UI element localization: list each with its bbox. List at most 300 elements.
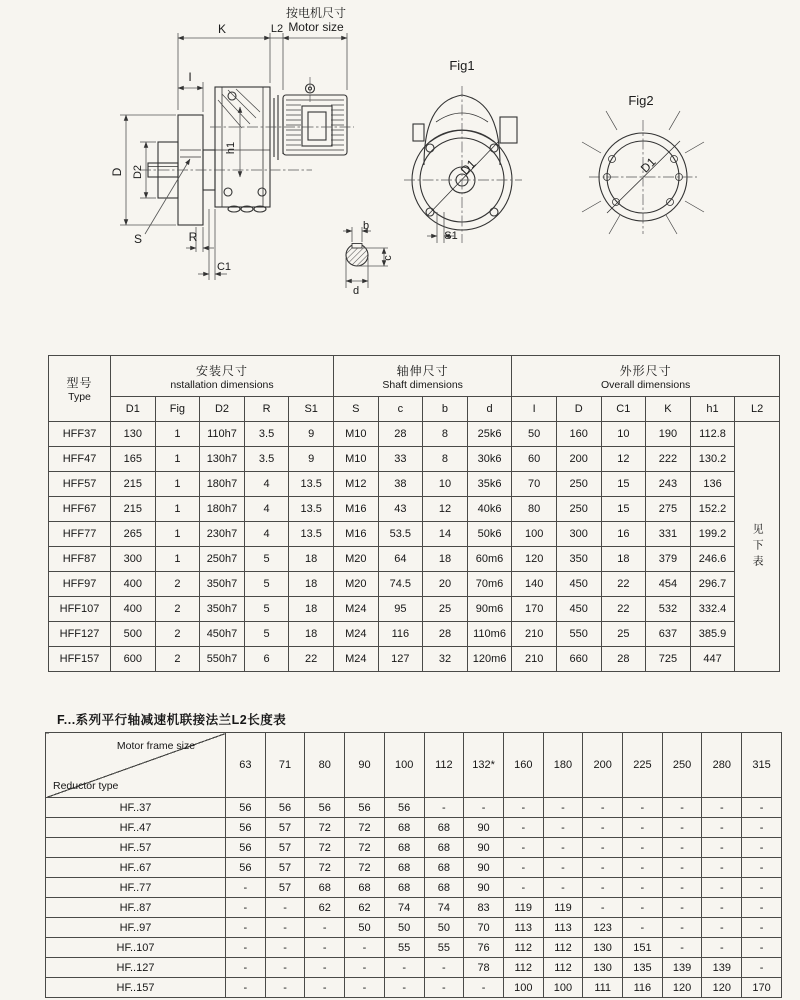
table-cell: M24 [333,597,378,622]
table-cell: 5 [244,547,289,572]
table-cell: 113 [543,918,583,938]
table-cell: 135 [623,958,663,978]
table-cell: 120m6 [467,647,512,672]
table-cell: - [702,818,742,838]
corner-top-label: Motor frame size [116,740,196,752]
table-cell: 35k6 [467,472,512,497]
side-view-drawing [140,77,354,225]
table-cell: 15 [601,472,646,497]
table-cell: 50 [424,918,464,938]
table-cell: - [583,838,623,858]
reductor-type-label: HF..157 [46,978,226,998]
table-cell: 62 [305,898,345,918]
table-cell: - [424,978,464,998]
table-cell: 5 [244,597,289,622]
table-cell: 74 [424,898,464,918]
table-cell: 72 [345,818,385,838]
table-cell: 43 [378,497,423,522]
table-cell: 90m6 [467,597,512,622]
table-cell: 68 [424,878,464,898]
main-table-row [49,472,780,497]
flange-table-row [46,838,782,858]
column-header-D1: D1 [111,397,156,422]
table-cell: 32 [423,647,468,672]
overall-dimensions-header [512,356,780,397]
table-cell: 210 [512,647,557,672]
table-cell: 130 [583,938,623,958]
overall-header-en: Overall dimensions [601,378,691,391]
table-cell: 2 [155,597,200,622]
table-cell: 57 [265,878,305,898]
table-cell: 550h7 [200,647,245,672]
table-cell: 139 [702,958,742,978]
table-cell: 72 [345,838,385,858]
table-cell: 130 [111,422,156,447]
table-cell: 70m6 [467,572,512,597]
table-cell: 38 [378,472,423,497]
table-cell: 379 [646,547,691,572]
table-cell: 10 [423,472,468,497]
flange-table-body [46,798,782,998]
flange-table-row [46,898,782,918]
table-cell: 100 [503,978,543,998]
table-cell: 100 [543,978,583,998]
table-cell: 550 [556,622,601,647]
table-cell: 180h7 [200,472,245,497]
table-cell: 68 [384,858,424,878]
dimensions-table [48,355,780,672]
table-cell: 56 [226,858,266,878]
table-cell: - [742,958,782,978]
table-cell: 350h7 [200,572,245,597]
table-cell: 70 [512,472,557,497]
table-cell: 55 [384,938,424,958]
table-cell: 119 [503,898,543,918]
table-cell: 68 [424,818,464,838]
table-cell: 2 [155,622,200,647]
table-cell: 112 [503,958,543,978]
table-cell: 74 [384,898,424,918]
table-cell: 90 [464,818,504,838]
type-header-cn: 型号 [66,376,93,390]
table-cell: - [623,798,663,818]
table-cell: 70 [464,918,504,938]
table-cell: - [384,978,424,998]
table-cell: - [543,798,583,818]
fig2-d1-label: D1 [637,154,659,176]
table-cell: 90 [464,838,504,858]
table-cell: 300 [111,547,156,572]
table-cell: - [583,858,623,878]
flange-table-row [46,798,782,818]
table-cell: - [623,918,663,938]
table-cell: 22 [601,572,646,597]
table-cell: - [662,938,702,958]
table-cell: 180h7 [200,497,245,522]
table-cell: - [662,918,702,938]
table-cell: 12 [601,447,646,472]
table-cell: 2 [155,572,200,597]
table-cell: 25 [423,597,468,622]
table-cell: 4 [244,497,289,522]
table-cell: - [226,898,266,918]
table-cell: 72 [305,858,345,878]
frame-size-header-200: 200 [583,733,623,798]
table-cell: 450 [556,597,601,622]
table-cell: 127 [378,647,423,672]
table-cell: - [543,838,583,858]
table-cell: 53.5 [378,522,423,547]
row-type-label: HFF77 [49,522,111,547]
table-cell: 130 [583,958,623,978]
table-cell: 68 [345,878,385,898]
reductor-type-label: HF..37 [46,798,226,818]
frame-size-header-100: 100 [384,733,424,798]
fig1-label: Fig1 [449,58,475,73]
table-cell: M24 [333,647,378,672]
table-cell: 9 [289,447,334,472]
table-cell: - [742,938,782,958]
table-cell: 120 [512,547,557,572]
installation-dimensions-header [111,356,334,397]
fig1-s1-label: S1 [444,230,458,242]
table-cell: 6 [244,647,289,672]
main-table-row [49,497,780,522]
type-column-header [49,356,111,422]
table-cell: 18 [289,597,334,622]
table-cell: - [623,838,663,858]
flange-table-row [46,818,782,838]
table-cell: 447 [690,647,735,672]
table-cell: 57 [265,838,305,858]
table-cell: 4 [244,472,289,497]
motor-size-label-cn: 按电机尺寸 [285,6,347,20]
row-type-label: HFF87 [49,547,111,572]
table-cell: 8 [423,422,468,447]
table-cell: 50 [512,422,557,447]
table-cell: - [305,938,345,958]
dim-label-k: K [217,22,227,36]
table-cell: 170 [742,978,782,998]
flange-table-header [46,733,782,798]
table-cell: 160 [556,422,601,447]
table-cell: 90 [464,858,504,878]
table-cell: 56 [384,798,424,818]
main-table-row [49,597,780,622]
table-cell: 600 [111,647,156,672]
main-table-row [49,422,780,447]
installation-header-cn: 安装尺寸 [195,363,248,378]
table-cell: - [742,858,782,878]
column-header-h1: h1 [690,397,735,422]
table-cell: 28 [423,622,468,647]
table-cell: 725 [646,647,691,672]
reductor-type-label: HF..77 [46,878,226,898]
table-cell: 3.5 [244,422,289,447]
main-table-row [49,447,780,472]
table-cell: 68 [305,878,345,898]
table-cell: 28 [601,647,646,672]
table-cell: 243 [646,472,691,497]
dim-label-i: I [188,70,192,84]
table-cell: 215 [111,472,156,497]
table-cell: - [226,958,266,978]
table-cell: 18 [289,622,334,647]
table-cell: 78 [464,958,504,978]
dim-label-l2: L2 [270,23,284,35]
frame-size-header-280: 280 [702,733,742,798]
table-cell: 116 [623,978,663,998]
table-cell: 350 [556,547,601,572]
table-cell: 62 [345,898,385,918]
table-cell: 130h7 [200,447,245,472]
table-cell: - [543,878,583,898]
table-cell: - [583,878,623,898]
table-cell: 60 [512,447,557,472]
table-cell: - [623,818,663,838]
table-cell: 20 [423,572,468,597]
table-cell: - [424,798,464,818]
table-cell: - [543,818,583,838]
table-cell: 56 [265,798,305,818]
table-cell: - [742,878,782,898]
table-cell: 250 [556,472,601,497]
table-cell: 9 [289,422,334,447]
row-type-label: HFF107 [49,597,111,622]
dim-label-c: c [382,255,394,261]
table-cell: 123 [583,918,623,938]
dim-label-c1: C1 [216,261,232,273]
table-cell: - [226,978,266,998]
dim-label-d-small: d [352,285,360,297]
table-cell: 68 [424,858,464,878]
table-cell: 110m6 [467,622,512,647]
table-cell: - [742,838,782,858]
frame-size-header-180: 180 [543,733,583,798]
table-cell: 199.2 [690,522,735,547]
corner-bottom-label: Reductor type [53,780,119,792]
table-cell: 230h7 [200,522,245,547]
table-cell: 18 [289,572,334,597]
frame-size-header-250: 250 [662,733,702,798]
table-cell: 113 [503,918,543,938]
table-cell: 50k6 [467,522,512,547]
table-cell: 111 [583,978,623,998]
table-cell: 130.2 [690,447,735,472]
column-header-K: K [646,397,691,422]
table-cell: 532 [646,597,691,622]
table-cell: 300 [556,522,601,547]
table-cell: - [702,838,742,858]
table-cell: 170 [512,597,557,622]
table-cell: 95 [378,597,423,622]
column-header-Fig: Fig [155,397,200,422]
table-cell: 265 [111,522,156,547]
table-cell: - [226,938,266,958]
main-table-row [49,572,780,597]
row-type-label: HFF157 [49,647,111,672]
table-cell: 200 [556,447,601,472]
table-cell: 72 [305,818,345,838]
table-cell: - [464,978,504,998]
column-header-L2: L2 [735,397,780,422]
table-cell: 64 [378,547,423,572]
table-cell: - [583,818,623,838]
table-cell: 55 [424,938,464,958]
frame-size-header-80: 80 [305,733,345,798]
table-cell: 1 [155,547,200,572]
table-cell: - [503,858,543,878]
table-cell: 400 [111,572,156,597]
row-type-label: HFF67 [49,497,111,522]
table-cell: - [702,878,742,898]
table-cell: 40k6 [467,497,512,522]
main-table-row [49,522,780,547]
table-cell: - [623,858,663,878]
table-cell: 350h7 [200,597,245,622]
column-header-C1: C1 [601,397,646,422]
dim-label-r: R [188,230,198,244]
column-header-d: d [467,397,512,422]
column-header-D2: D2 [200,397,245,422]
table-cell: 5 [244,622,289,647]
technical-drawing [0,0,800,348]
table-cell: 1 [155,522,200,547]
table-cell: M20 [333,572,378,597]
table-cell: 119 [543,898,583,918]
frame-size-header-315: 315 [742,733,782,798]
reductor-type-label: HF..97 [46,918,226,938]
table-cell: 112.8 [690,422,735,447]
table-cell: 22 [289,647,334,672]
table-cell: - [464,798,504,818]
table-cell: - [305,958,345,978]
table-cell: 450h7 [200,622,245,647]
table-cell: - [662,798,702,818]
table-cell: 2 [155,647,200,672]
table-cell: 18 [423,547,468,572]
table-cell: 56 [226,818,266,838]
table-cell: - [265,958,305,978]
main-table-group-header [49,356,780,397]
table-cell: 136 [690,472,735,497]
dimension-lines [120,33,347,280]
table-cell: - [424,958,464,978]
table-cell: - [384,958,424,978]
table-cell: - [662,898,702,918]
table-cell: 112 [543,958,583,978]
table-cell: - [662,818,702,838]
table-cell: - [503,878,543,898]
table-cell: 400 [111,597,156,622]
table-cell: 454 [646,572,691,597]
table-cell: 80 [512,497,557,522]
table-cell: 56 [345,798,385,818]
table-cell: M16 [333,497,378,522]
table-cell: M10 [333,422,378,447]
table-cell: 18 [601,547,646,572]
table-cell: - [345,978,385,998]
table-cell: 50 [384,918,424,938]
table-cell: 90 [464,878,504,898]
table-cell: 210 [512,622,557,647]
reductor-type-label: HF..57 [46,838,226,858]
fig1-d1-label: D1 [457,156,479,178]
column-header-c: c [378,397,423,422]
table-cell: 660 [556,647,601,672]
frame-size-header-225: 225 [623,733,663,798]
table-cell: 222 [646,447,691,472]
table-cell: - [583,798,623,818]
column-header-I: I [512,397,557,422]
dim-label-d: D [110,167,124,177]
table-cell: 13.5 [289,522,334,547]
column-header-R: R [244,397,289,422]
motor-size-label-en: Motor size [288,20,344,34]
table-cell: - [702,938,742,958]
table-cell: - [226,918,266,938]
table-cell: - [702,798,742,818]
table-cell: 56 [226,838,266,858]
main-table-row [49,547,780,572]
table-cell: - [702,858,742,878]
table-cell: - [702,898,742,918]
table-cell: 56 [305,798,345,818]
fig2-drawing [582,111,704,234]
shaft-dimensions-header [333,356,511,397]
shaft-header-en: Shaft dimensions [382,378,463,391]
flange-table-row [46,938,782,958]
table-cell: 18 [289,547,334,572]
table-cell: 250h7 [200,547,245,572]
table-cell: 72 [305,838,345,858]
table-cell: 151 [623,938,663,958]
table-cell: 332.4 [690,597,735,622]
table-cell: 296.7 [690,572,735,597]
table-cell: 76 [464,938,504,958]
row-type-label: HFF127 [49,622,111,647]
table-cell: M12 [333,472,378,497]
frame-size-header-160: 160 [503,733,543,798]
table-cell: 4 [244,522,289,547]
table-cell: 68 [424,838,464,858]
table-cell: 72 [345,858,385,878]
column-header-S1: S1 [289,397,334,422]
table-cell: 68 [384,838,424,858]
dim-label-s: S [133,232,143,246]
table-cell: 637 [646,622,691,647]
table-cell: - [265,938,305,958]
table-cell: 152.2 [690,497,735,522]
shaft-header-cn: 轴伸尺寸 [396,363,449,378]
table-cell: - [265,978,305,998]
table-cell: 140 [512,572,557,597]
table-cell: - [305,978,345,998]
table-cell: M24 [333,622,378,647]
row-type-label: HFF47 [49,447,111,472]
row-type-label: HFF57 [49,472,111,497]
table-cell: 1 [155,422,200,447]
table-cell: 165 [111,447,156,472]
table-cell: 12 [423,497,468,522]
table-cell: - [662,858,702,878]
table-cell: 112 [543,938,583,958]
reductor-type-label: HF..47 [46,818,226,838]
table-cell: - [226,878,266,898]
table-cell: - [662,878,702,898]
table-cell: 25 [601,622,646,647]
table-cell: 500 [111,622,156,647]
